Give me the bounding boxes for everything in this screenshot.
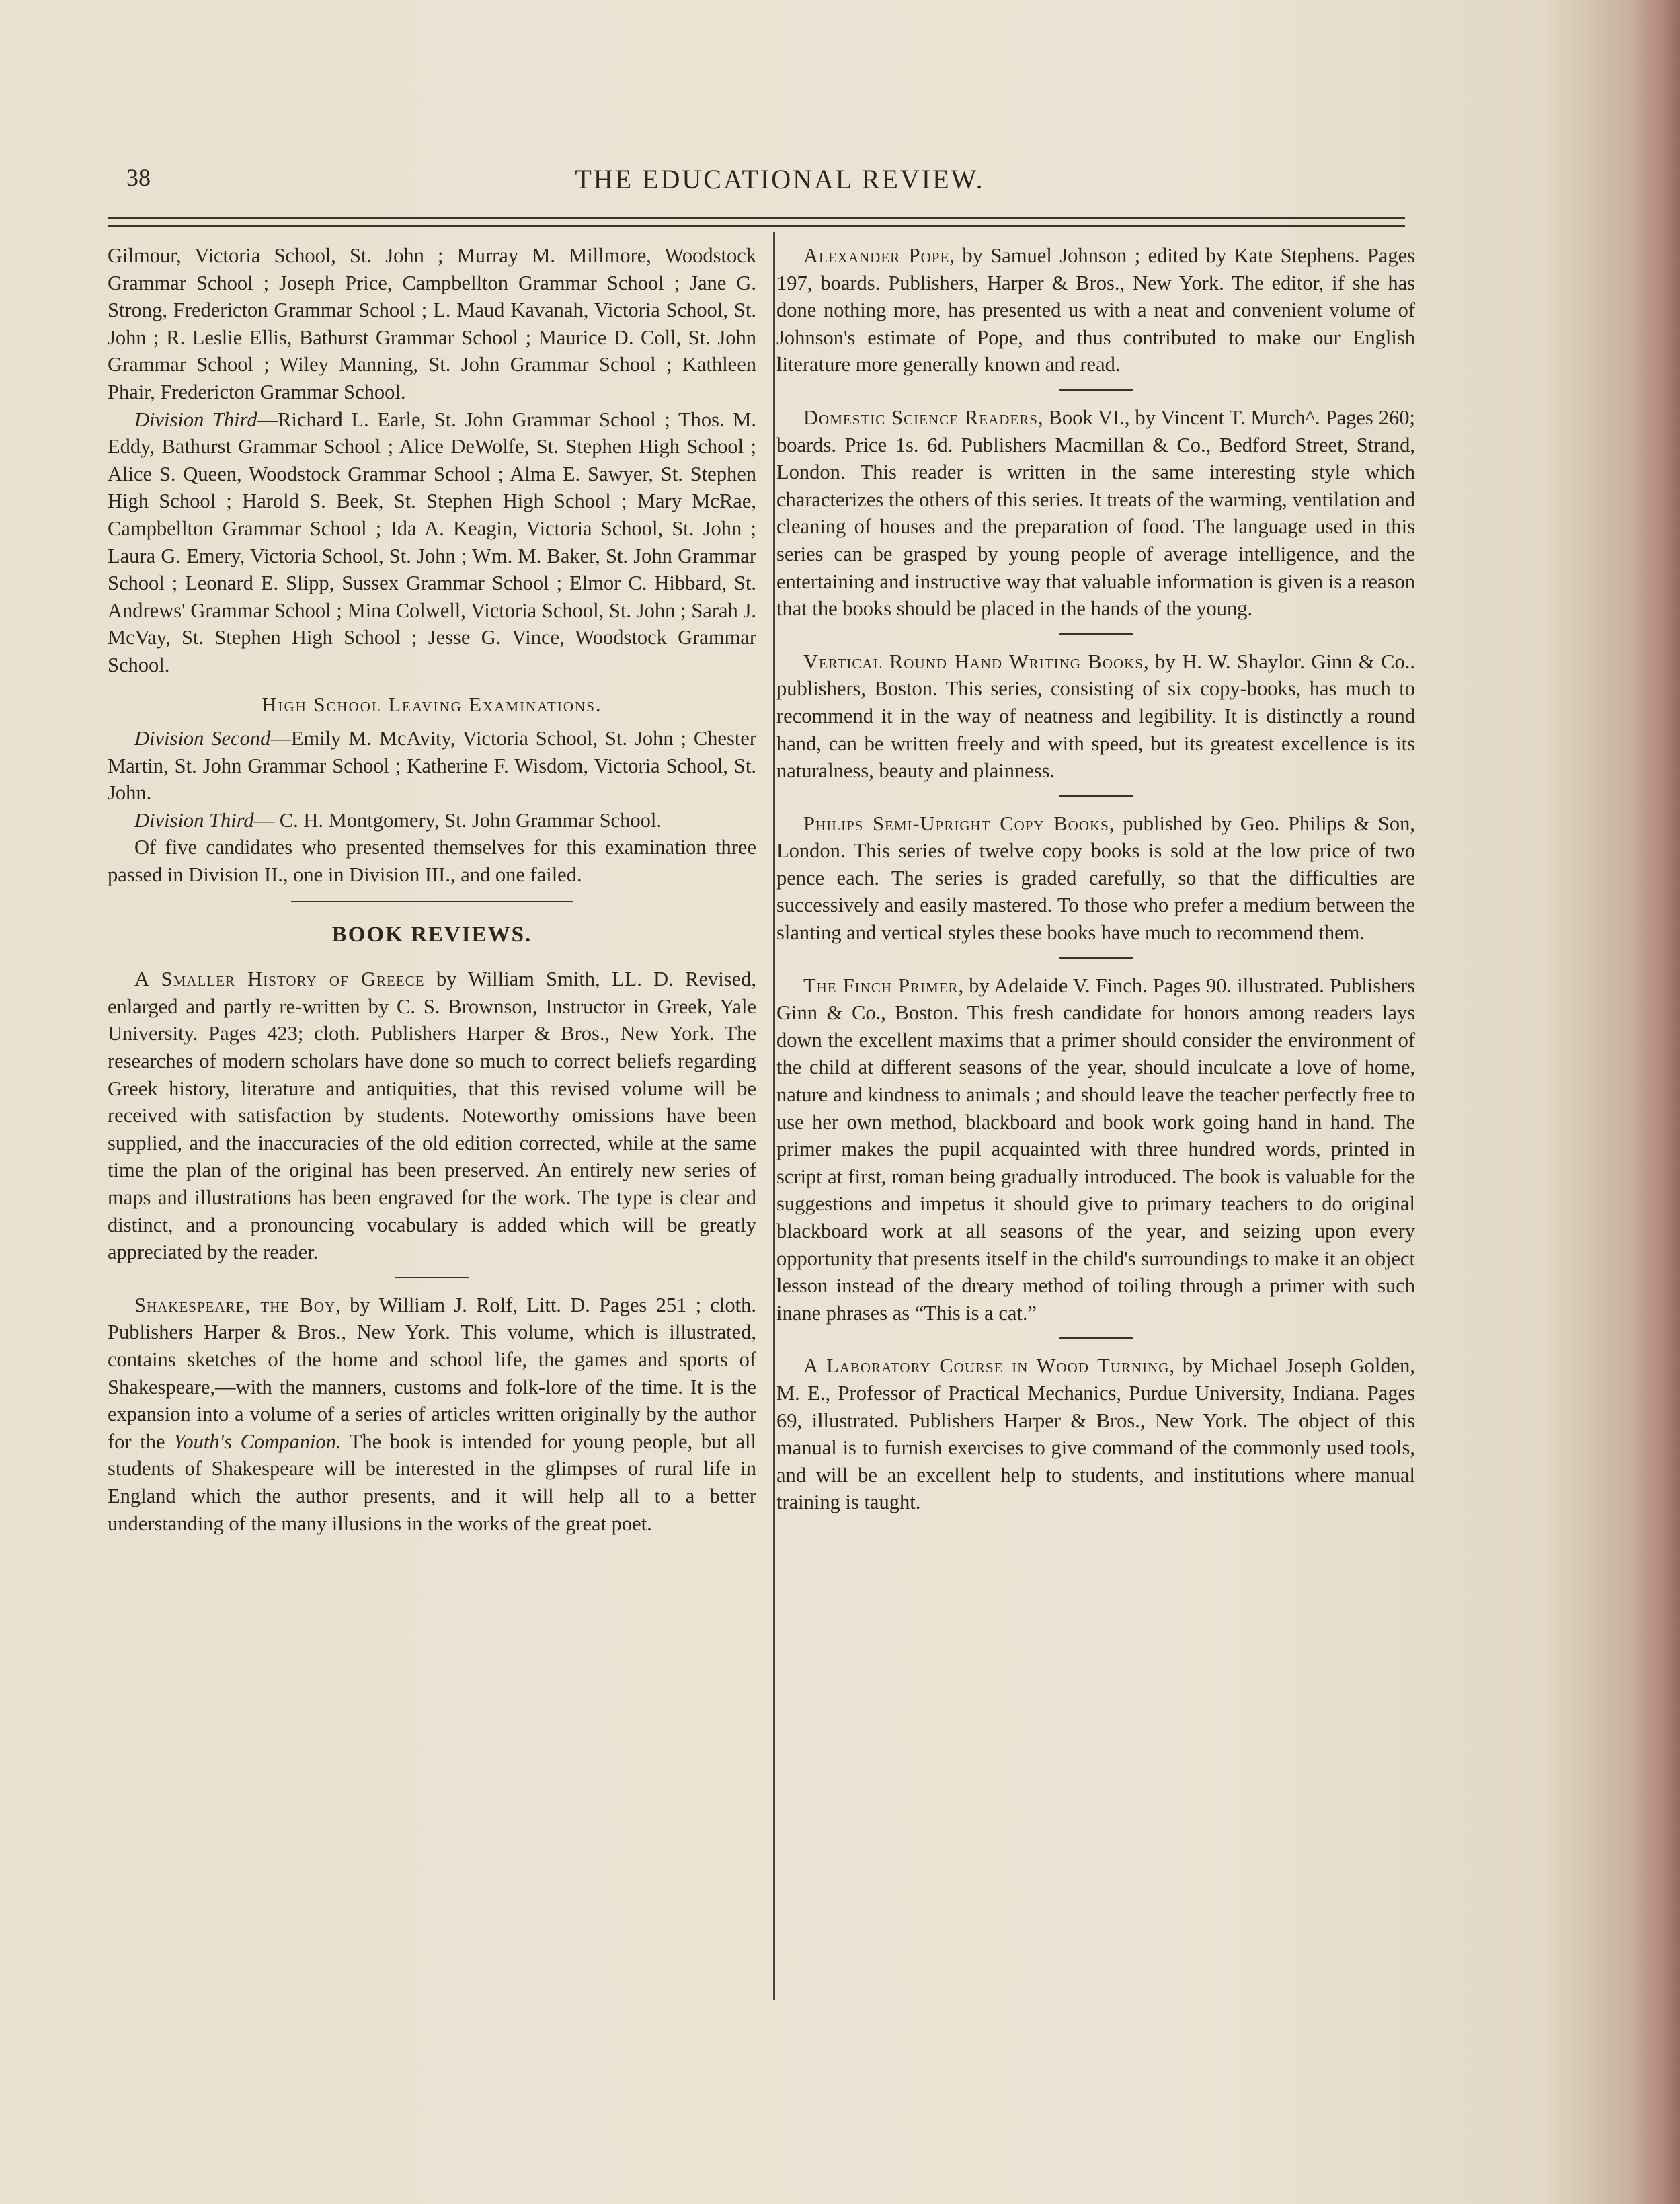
- review-text: by William Smith, LL. D. Revised, enlarged and partly re-written by C. S. Brownson, Instructor in Greek, Yale University. Pages 423; cloth. Publishers Harper & Bros., New York. The researches of modern scholars have done so much to correct beliefs regarding Greek history, literature and antiquities, that this revised volume will be received with satisfaction by students. Noteworthy omissions have been supplied, and the inaccuracies of the old edition corrected, while at the same time the plan of the original has been preserved. An entirely new series of maps and illustrations has been engraved for the work. The type is clear and distinct, and a pronouncing vocabulary is added which will be greatly appreciated by the reader.: [108, 968, 757, 1264]
- right-column: [776, 242, 1415, 1516]
- page-header: [108, 163, 1452, 204]
- review-text: , by Adelaide V. Finch. Pages 90. illustrated. Publishers Ginn & Co., Boston. This fresh candidate for honors among readers lays down the excellent maxims that a primer should consider the environment of the child at different seasons of the year, should inculcate a love of home, nature and kindness to animals ; and should leave the teacher perfectly free to use her own method, blackboard and book work going hand in hand. The primer makes the pupil acquainted with three hundred words, printed in script at first, roman being gradually introduced. The book is valuable for the suggestions and impetus it should give to primary teachers to do original blackboard work at all seasons of the year, and seizing upon every opportunity that presents itself in the child's surroundings to make it an object lesson instead of the dreary method of toiling through a primer with such inane phrases as “This is a cat.”: [776, 974, 1416, 1325]
- review-text: , by Michael Joseph Golden, M. E., Professor of Practical Mechanics, Purdue University, Indiana. Pages 69, illustrated. Publishers Harper & Bros., New York. The object of this manual is to furnish exercises to give command of the commonly used tools, and will be an excellent help to students, and institutions where manual training is taught.: [776, 1354, 1415, 1514]
- review-domestic-science: [776, 404, 1415, 623]
- review-text: , by Samuel Johnson ; edited by Kate Stephens. Pages 197, boards. Publishers, Harper & Bros., New York. The editor, if she has done nothing more, has presented us with a neat and convenient volume of Johnson's estimate of Pope, and thus contributed to make our English literature more generally known and read.: [776, 244, 1415, 377]
- running-title: THE EDUCATIONAL REVIEW.: [575, 164, 985, 194]
- division-text: —Emily M. McAvity, Victoria School, St. John ; Chester Martin, St. John Grammar School ; Katherine F. Wisdom, Victoria School, St. John.: [108, 727, 756, 805]
- review-title: Shakespeare, the Boy: [134, 1293, 336, 1316]
- left-column: [108, 242, 756, 1537]
- division-label: Division Second: [134, 727, 271, 750]
- division-text: —Richard L. Earle, St. John Grammar School ; Thos. M. Eddy, Bathurst Grammar School ; Alice DeWolfe, St. Stephen High School ; Alice S. Queen, Woodstock Grammar School ; Alma E. Sawyer, St. Stephen High School ; Harold S. Beek, St. Stephen High School ; Mary McRae, Campbellton Grammar School ; Ida A. Keagin, Victoria School, St. John ; Laura G. Emery, Victoria School, St. John ; Wm. M. Baker, St. John Grammar School ; Leonard E. Slipp, Sussex Grammar School ; Elmor C. Hibbard, St. Andrews' Grammar School ; Mina Colwell, Victoria School, St. John ; Sarah J. McVay, St. Stephen High School ; Jesse G. Vince, Woodstock Grammar School.: [108, 407, 757, 676]
- section-title: BOOK REVIEWS.: [331, 922, 532, 947]
- review-text: , by H. W. Shaylor. Ginn & Co.. publishers, Boston. This series, consisting of six copy-books, has much to recommend it in the way of neatness and legibility. It is distinctly a round hand, can be written freely and with speed, but its greatest excellence is its naturalness, beauty and plainness.: [776, 650, 1416, 783]
- review-separator: [395, 1277, 469, 1278]
- division-label: Division Third: [134, 808, 254, 832]
- review-text: , by William J. Rolf, Litt. D. Pages 251 ; cloth. Publishers Harper & Bros., New York. This volume, which is illustrated, contains sketches of the home and school life, the games and sports of Shakespeare,—with the manners, customs and folk-lore of the time. It is the expansion into a volume of a series of articles written originally by the author for the: [108, 1293, 756, 1453]
- review-italic-title: Youth's Companion.: [173, 1429, 342, 1453]
- review-separator: [1059, 957, 1133, 959]
- review-title: Domestic Science Readers: [803, 405, 1038, 429]
- review-text: The book is intended for young people, but all students of Shakespeare will be interested in the glimpses of rural life in England which the author presents, and it will help all to a better understanding of the many illusions in the works of the great poet.: [108, 1429, 756, 1535]
- review-alexander-pope: [776, 242, 1415, 379]
- review-vertical-writing: [776, 648, 1415, 785]
- review-shakespeare: [108, 1292, 756, 1537]
- review-title: The Finch Primer: [803, 974, 959, 997]
- review-philips-copy-books: [776, 810, 1415, 947]
- division-third-paragraph: [108, 406, 756, 679]
- division-second-paragraph: [108, 725, 756, 807]
- review-title: A Laboratory Course in Wood Turning: [803, 1354, 1170, 1378]
- review-separator: [1059, 1337, 1133, 1339]
- header-rule: [108, 217, 1405, 227]
- column-divider: [773, 232, 775, 2000]
- review-separator: [1059, 795, 1133, 797]
- review-title: Alexander Pope: [803, 244, 950, 267]
- review-text: , published by Geo. Philips & Son, London. This series of twelve copy books is sold at the low price of two pence each. The series is graded carefully, so that the difficulties are successively and easily mastered. To those who prefer a medium between the slanting and vertical styles these books have much to recommend them.: [776, 812, 1415, 945]
- division-third-leaving-paragraph: [108, 807, 756, 834]
- page-number: 38: [126, 164, 151, 191]
- review-title: Vertical Round Hand Writing Books: [803, 650, 1144, 673]
- subheading-leaving-exams: High School Leaving Examinations.: [262, 693, 602, 716]
- review-history-greece: [108, 966, 756, 1266]
- exam-list-continued: Gilmour, Victoria School, St. John ; Murray M. Millmore, Woodstock Grammar School ; Joseph Price, Campbellton Grammar School ; Jane G. Strong, Fredericton Grammar School ; L. Maud Kavanah, Victoria School, St. John ; R. Leslie Ellis, Bathurst Grammar School ; Maurice D. Coll, St. John Grammar School ; Wiley Manning, St. John Grammar School ; Kathleen Phair, Fredericton Grammar School.: [108, 244, 756, 403]
- review-separator: [1059, 389, 1133, 391]
- review-separator: [1059, 633, 1133, 635]
- review-title: A Smaller History of Greece: [134, 968, 425, 991]
- division-text: — C. H. Montgomery, St. John Grammar School.: [253, 808, 662, 832]
- division-label: Division Third: [134, 407, 257, 431]
- review-wood-turning: [776, 1352, 1415, 1516]
- review-title: Philips Semi-Upright Copy Books: [803, 812, 1109, 835]
- review-finch-primer: [776, 972, 1415, 1327]
- page-spine-shadow: [1633, 0, 1680, 2204]
- review-text: , Book VI., by Vincent T. Murch^. Pages 260; boards. Price 1s. 6d. Publishers Macmillan & Co., Bedford Street, Strand, London. This reader is written in the same interesting style which characterizes the others of this series. It treats of the warming, ventilation and cleaning of houses and the preparation of food. The language used in this series can be grasped by young people of average intelligence, and the entertaining and instructive way that valuable information is given is a reason that the books should be placed in the hands of the young.: [776, 405, 1415, 621]
- results-paragraph: Of five candidates who presented themselves for this examination three passed in Division II., one in Division III., and one failed.: [108, 836, 756, 887]
- section-rule: [291, 901, 573, 902]
